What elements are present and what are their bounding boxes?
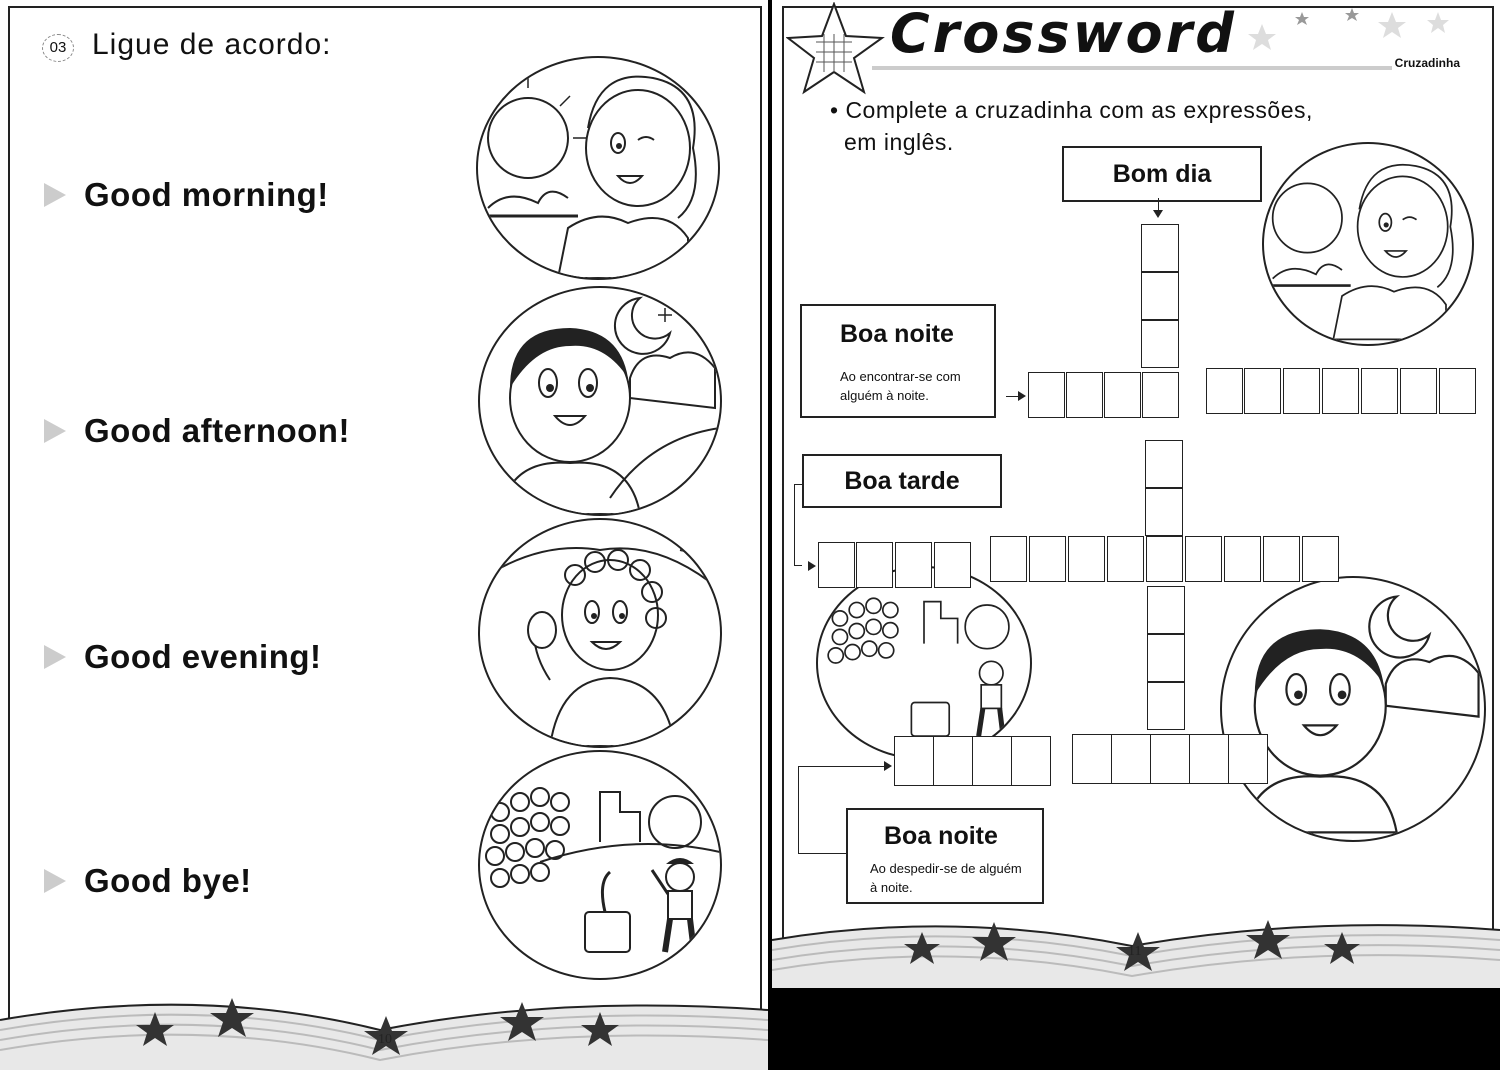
crossword-cell[interactable] — [1302, 536, 1339, 582]
crossword-cell[interactable] — [1145, 488, 1183, 536]
crossword-cell[interactable] — [1147, 634, 1185, 682]
arrow-down-icon — [1153, 210, 1163, 218]
clue-description-line: Ao encontrar-se com — [840, 369, 961, 384]
crossword-cell[interactable] — [1147, 682, 1185, 730]
girl-morning-illustration[interactable] — [476, 56, 720, 280]
crossword-cell[interactable] — [1072, 734, 1112, 784]
clue-title: Boa noite — [884, 822, 998, 850]
instruction-line-2: em inglês. — [844, 129, 954, 155]
arrow-icon — [44, 869, 66, 893]
arrow-icon — [44, 419, 66, 443]
crossword-cell[interactable] — [1068, 536, 1105, 582]
instruction-line-1: • Complete a cruzadinha com as expressões, — [830, 97, 1313, 123]
title-underline — [872, 66, 1392, 70]
star-grid-icon — [786, 2, 886, 97]
clue-description — [840, 367, 994, 405]
connector-line — [794, 484, 802, 566]
boy-night-illustration — [1220, 576, 1486, 842]
crossword-cell[interactable] — [1147, 586, 1185, 634]
decorative-stars — [1242, 4, 1462, 64]
arrow-icon — [44, 183, 66, 207]
clue-description-line: à noite. — [870, 880, 913, 895]
crossword-cell[interactable] — [1283, 368, 1320, 414]
clue-boa-noite-greeting — [800, 304, 996, 418]
crossword-cell[interactable] — [856, 542, 893, 588]
arrow-right-icon — [808, 561, 816, 571]
page-subtitle: Cruzadinha — [1394, 56, 1460, 70]
goodbye-illustration — [816, 566, 1032, 760]
crossword-cell[interactable] — [1141, 272, 1179, 320]
match-item-good-morning[interactable] — [44, 176, 329, 214]
match-label: Good morning! — [84, 176, 329, 213]
crossword-cell[interactable] — [1146, 536, 1183, 582]
exercise-title: Ligue de acordo: — [92, 28, 332, 61]
connector-line — [798, 766, 846, 854]
crossword-cell[interactable] — [894, 736, 934, 786]
clue-title: Boa noite — [840, 320, 954, 348]
crossword-cell[interactable] — [1107, 536, 1144, 582]
match-item-good-afternoon[interactable] — [44, 412, 350, 450]
match-label: Good afternoon! — [84, 412, 350, 449]
crossword-cell[interactable] — [1189, 734, 1229, 784]
crossword-cell[interactable] — [1185, 536, 1222, 582]
clue-boa-noite-farewell — [846, 808, 1044, 904]
crossword-cell[interactable] — [1142, 372, 1179, 418]
match-label: Good evening! — [84, 638, 322, 675]
page-number: 11 — [1128, 944, 1142, 959]
crossword-cell[interactable] — [1141, 320, 1179, 368]
crossword-cell[interactable] — [818, 542, 855, 588]
match-label: Good bye! — [84, 862, 252, 899]
crossword-cell[interactable] — [1224, 536, 1261, 582]
clue-title: Bom dia — [1112, 159, 1212, 188]
arrow-right-icon — [884, 761, 892, 771]
crossword-cell[interactable] — [895, 542, 932, 588]
crossword-cell[interactable] — [990, 536, 1027, 582]
arrow-icon — [44, 645, 66, 669]
crossword-cell[interactable] — [1111, 734, 1151, 784]
crossword-cell[interactable] — [972, 736, 1012, 786]
connector-line — [798, 766, 886, 767]
page-title: Crossword — [890, 2, 1237, 65]
crossword-cell[interactable] — [934, 542, 971, 588]
crossword-cell[interactable] — [1141, 224, 1179, 272]
boy-afternoon-illustration[interactable] — [478, 518, 722, 748]
page-number: 10 — [378, 1032, 392, 1047]
crossword-cell[interactable] — [1104, 372, 1141, 418]
crossword-cell[interactable] — [1439, 368, 1476, 414]
match-item-good-evening[interactable] — [44, 638, 322, 676]
crossword-cell[interactable] — [1066, 372, 1103, 418]
crossword-cell[interactable] — [1145, 440, 1183, 488]
crossword-cell[interactable] — [1322, 368, 1359, 414]
clue-boa-tarde — [802, 454, 1002, 508]
clue-title: Boa tarde — [844, 466, 960, 495]
crossword-cell[interactable] — [1011, 736, 1051, 786]
crossword-cell[interactable] — [1029, 536, 1066, 582]
crossword-cell[interactable] — [1028, 372, 1065, 418]
crossword-cell[interactable] — [1361, 368, 1398, 414]
crossword-cell[interactable] — [1150, 734, 1190, 784]
crossword-cell[interactable] — [1206, 368, 1243, 414]
right-page — [772, 0, 1500, 988]
boy-night-illustration[interactable] — [478, 286, 722, 516]
clue-description-line: alguém à noite. — [840, 388, 929, 403]
footer-stars-banner — [0, 990, 768, 1070]
arrow-right-icon — [1018, 391, 1026, 401]
exercise-number: 03 — [42, 34, 74, 62]
girl-morning-illustration — [1262, 142, 1474, 346]
goodbye-illustration[interactable] — [478, 750, 722, 980]
match-item-good-bye[interactable] — [44, 862, 252, 900]
clue-description-line: Ao despedir-se de alguém — [870, 861, 1022, 876]
crossword-cell[interactable] — [1400, 368, 1437, 414]
clue-description — [870, 859, 1042, 897]
crossword-cell[interactable] — [1244, 368, 1281, 414]
crossword-cell[interactable] — [933, 736, 973, 786]
crossword-cell[interactable] — [1228, 734, 1268, 784]
clue-bom-dia — [1062, 146, 1262, 202]
crossword-cell[interactable] — [1263, 536, 1300, 582]
